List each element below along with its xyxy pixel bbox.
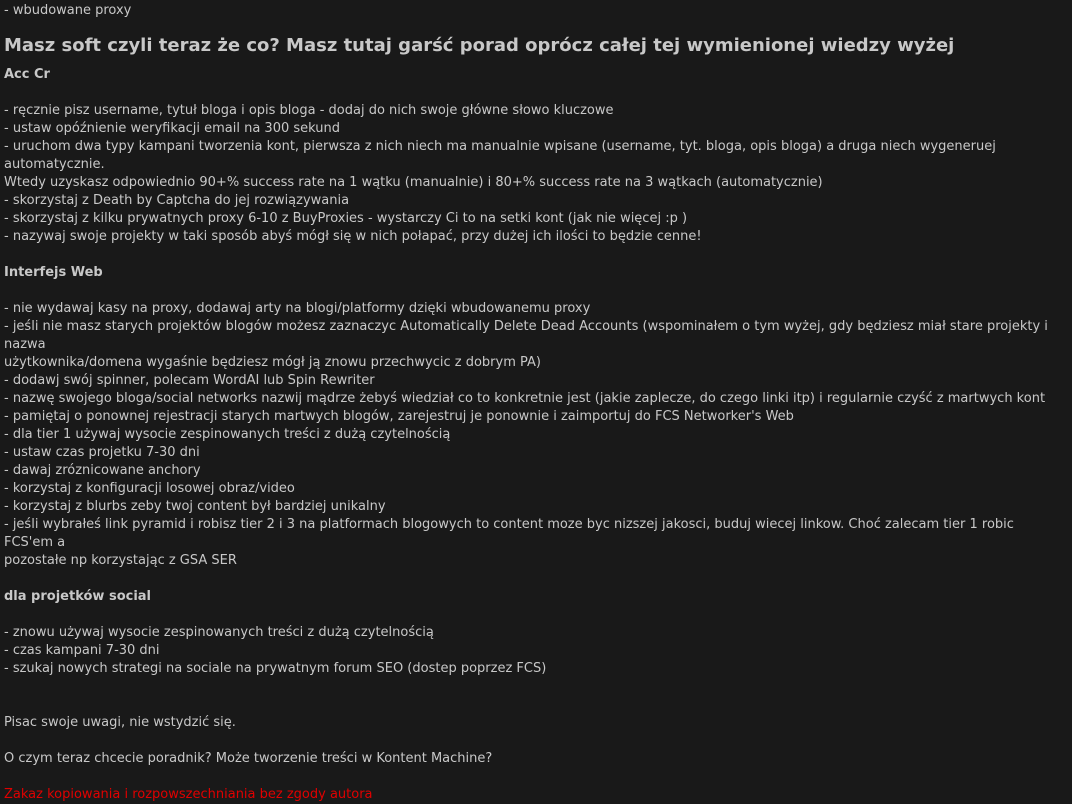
tip-line: - korzystaj z konfiguracji losowej obraz/video	[4, 481, 295, 496]
tip-line: - pamiętaj o ponownej rejestracji starych martwych blogów, zarejestruj je ponownie i zaimportuj do FCS Networker's Web	[4, 409, 794, 424]
tip-line: - ustaw opóźnienie weryfikacji email na 300 sekund	[4, 121, 341, 136]
section-acc-cr	[4, 66, 1066, 246]
section-title-acc-cr: Acc Cr	[4, 67, 50, 82]
section-interfejs-web	[4, 264, 1066, 570]
tip-line: - czas kampani 7-30 dni	[4, 643, 160, 658]
tip-line: pozostałe np korzystając z GSA SER	[4, 553, 237, 568]
tip-line: - ustaw czas projetku 7-30 dni	[4, 445, 200, 460]
tip-line: - dawaj zróznicowane anchory	[4, 463, 201, 478]
tip-line: Wtedy uzyskasz odpowiednio 90+% success rate na 1 wątku (manualnie) i 80+% success rate na 3 wątkach (automatycznie)	[4, 175, 823, 190]
section-social-projects	[4, 588, 1066, 678]
post-heading: Masz soft czyli teraz że co? Masz tutaj garść porad oprócz całej tej wymienionej wiedzy wyżej	[4, 35, 955, 56]
tip-line: - nie wydawaj kasy na proxy, dodawaj arty na blogi/platformy dzięki wbudowanemu proxy	[4, 301, 591, 316]
tip-line: - dla tier 1 używaj wysocie zespinowanych treści z dużą czytelnością	[4, 427, 451, 442]
tip-line: - znowu używaj wysocie zespinowanych treści z dużą czytelnością	[4, 625, 434, 640]
tip-line: - skorzystaj z Death by Captcha do jej rozwiązywania	[4, 193, 350, 208]
tip-line: - ręcznie pisz username, tytuł bloga i opis bloga - dodaj do nich swoje główne słowo kluczowe	[4, 103, 614, 118]
tip-line: - skorzystaj z kilku prywatnych proxy 6-10 z BuyProxies - wystarczy Ci to na setki kont (jak nie więcej :p )	[4, 211, 688, 226]
intro-line: - wbudowane proxy	[4, 3, 132, 18]
tip-line: - szukaj nowych strategi na sociale na prywatnym forum SEO (dostep poprzez FCS)	[4, 661, 547, 676]
closing-remarks: Pisac swoje uwagi, nie wstydzić się.	[4, 715, 236, 730]
tip-line: - dodawj swój spinner, polecam WordAI lub Spin Rewriter	[4, 373, 375, 388]
tip-line: - jeśli wybrałeś link pyramid i robisz tier 2 i 3 na platformach blogowych to content moze byc nizszej jakosci, buduj wiecej linkow. Choć zalecam tier 1 robic FCS'em a	[4, 517, 1019, 550]
tip-line: - uruchom dwa typy kampani tworzenia kont, pierwsza z nich niech ma manualnie wpisane (username, tyt. bloga, opis bloga) a druga niech wygeneruej automatycznie.	[4, 139, 1000, 172]
tip-line: użytkownika/domena wygaśnie będziesz mógł ją znowu przechwycic z dobrym PA)	[4, 355, 541, 370]
tip-line: - korzystaj z blurbs zeby twoj content był bardziej unikalny	[4, 499, 386, 514]
section-title-interfejs-web: Interfejs Web	[4, 265, 103, 280]
closing-question: O czym teraz chcecie poradnik? Może tworzenie treści w Kontent Machine?	[4, 751, 493, 766]
tip-line: - nazywaj swoje projekty w taki sposób abyś mógł się w nich połapać, przy dużej ich ilości to będzie cenne!	[4, 229, 702, 244]
tip-line: - nazwę swojego bloga/social networks nazwij mądrze żebyś wiedział co to konkretnie jest (jakie zaplecze, do czego linki itp) i regularnie czyść z martwych kont	[4, 391, 1046, 406]
section-title-social-projects: dla projetków social	[4, 589, 152, 604]
copyright-notice: Zakaz kopiowania i rozpowszechniania bez zgody autora	[4, 787, 373, 802]
tip-line: - jeśli nie masz starych projektów blogów możesz zaznaczyc Automatically Delete Dead Accounts (wspominałem o tym wyżej, gdy będziesz miał stare projekty i nazwa	[4, 319, 1053, 352]
